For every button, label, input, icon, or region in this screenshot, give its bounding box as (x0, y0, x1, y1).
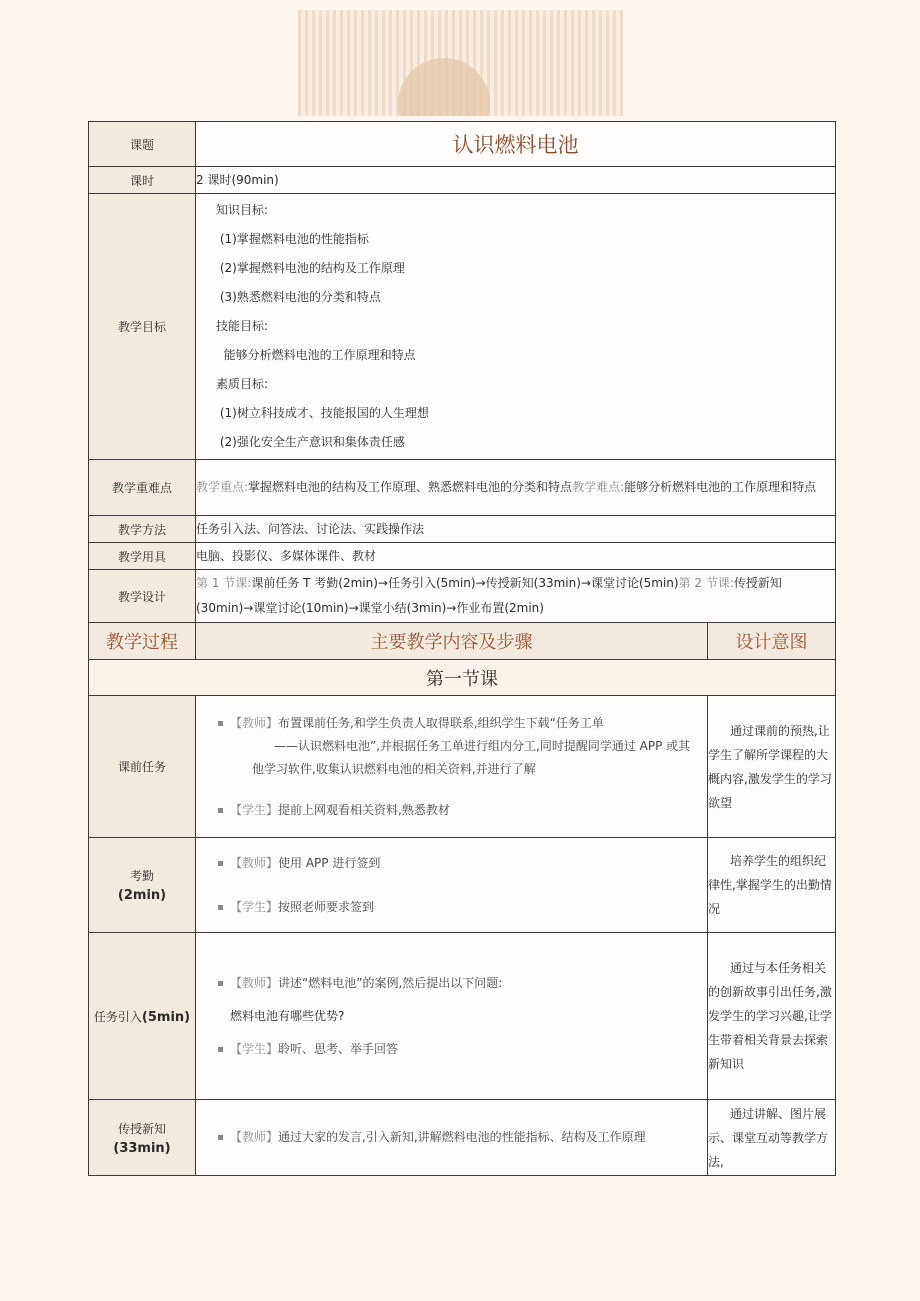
design-label: 教学设计 (89, 570, 196, 623)
objective-line: (2)强化安全生产意识和集体责任感 (216, 435, 405, 449)
design-content (196, 570, 836, 623)
intent-text: 通过课前的预热,让学生了解所学课程的大概内容,激发学生的学习欲望 (708, 723, 832, 810)
header-decoration (298, 10, 623, 116)
intent-cell (708, 838, 836, 933)
stage-label: 课前任务 (89, 696, 196, 838)
lesson-plan-table (88, 121, 836, 1176)
tools-value: 电脑、投影仪、多媒体课件、教材 (196, 543, 836, 570)
process-row (89, 838, 836, 933)
teacher-tag: 【教师】 (230, 855, 279, 870)
stage-label-cell (89, 933, 196, 1100)
teacher-text: 讲述“燃料电池”的案例,然后提出以下问题: (278, 975, 503, 990)
objective-line: (3)熟悉燃料电池的分类和特点 (216, 290, 381, 304)
row-title (89, 122, 836, 167)
section-title: 第一节课 (89, 660, 836, 696)
process-header-row (89, 623, 836, 660)
design-text-2: 传授新知(30min)→课堂讨论(10min)→课堂小结(3min)→作业布置(2min) (196, 576, 782, 615)
key-points-label: 教学重难点 (89, 460, 196, 516)
intent-cell (708, 933, 836, 1100)
row-objectives (89, 194, 836, 460)
intent-text: 通过与本任务相关的创新故事引出任务,激发学生的学习兴趣,让学生带着相关背景去探索新知识 (708, 961, 832, 1071)
stage-content (196, 696, 708, 838)
col-header-intent: 设计意图 (708, 623, 836, 660)
stage-label-cell (89, 1100, 196, 1176)
student-tag: 【学生】 (230, 1041, 279, 1056)
design-prefix-2: 第 2 节课: (678, 576, 734, 590)
bullet-square-icon (218, 808, 223, 813)
difficulty-prefix: 教学难点: (572, 480, 625, 494)
student-text: 聆听、思考、举手回答 (278, 1041, 399, 1056)
stage-content (196, 838, 708, 933)
student-step (218, 896, 703, 919)
student-tag: 【学生】 (230, 802, 279, 817)
bullet-square-icon (218, 905, 223, 910)
process-row (89, 1100, 836, 1176)
process-row (89, 696, 836, 838)
row-hours (89, 167, 836, 194)
row-methods (89, 516, 836, 543)
bullet-square-icon (218, 1135, 223, 1140)
teacher-text: 布置课前任务,和学生负责人取得联系,组织学生下载“任务工单 (278, 715, 604, 730)
teacher-step (218, 712, 703, 735)
student-text: 提前上网观看相关资料,熟悉教材 (278, 802, 450, 817)
col-header-content: 主要教学内容及步骤 (196, 623, 708, 660)
teacher-text: 使用 APP 进行签到 (278, 855, 381, 870)
teacher-step (218, 1126, 703, 1149)
teacher-text-cont: 他学习软件,收集认识燃料电池的相关资料,并进行了解 (252, 761, 536, 776)
key-points-text: 掌握燃料电池的结构及工作原理、熟悉燃料电池的分类和特点 (248, 480, 573, 494)
objective-line: 素质目标: (216, 377, 269, 391)
col-header-process: 教学过程 (89, 623, 196, 660)
student-step (218, 799, 703, 822)
process-row (89, 933, 836, 1100)
teacher-tag: 【教师】 (230, 975, 279, 990)
hours-label: 课时 (89, 167, 196, 194)
stage-label: 考勤 (129, 869, 154, 883)
stage-time: (33min) (113, 1140, 171, 1156)
tools-label: 教学用具 (89, 543, 196, 570)
row-tools (89, 543, 836, 570)
student-text: 按照老师要求签到 (278, 899, 375, 914)
objective-line: 能够分析燃料电池的工作原理和特点 (216, 348, 416, 362)
methods-value: 任务引入法、问答法、讨论法、实践操作法 (196, 516, 836, 543)
intent-cell (708, 696, 836, 838)
bullet-square-icon (218, 721, 223, 726)
lesson-title: 认识燃料电池 (196, 122, 836, 167)
bullet-square-icon (218, 861, 223, 866)
objectives-label: 教学目标 (89, 194, 196, 460)
objective-line: (2)掌握燃料电池的结构及工作原理 (216, 261, 405, 275)
stage-label: 传授新知 (117, 1121, 166, 1136)
objective-line: (1)掌握燃料电池的性能指标 (216, 232, 369, 246)
stage-content (196, 933, 708, 1100)
row-design (89, 570, 836, 623)
stage-label-cell (89, 838, 196, 933)
stage-time: (2min) (117, 888, 167, 903)
intent-text: 培养学生的组织纪律性,掌握学生的出勤情况 (708, 854, 832, 916)
stage-content (196, 1100, 708, 1176)
key-points-prefix: 教学重点: (196, 480, 249, 494)
design-text-1: 课前任务 T 考勤(2min)→任务引入(5min)→传授新知(33min)→课堂讨论(5min) (251, 576, 679, 590)
intent-text: 通过讲解、图片展示、课堂互动等教学方法, (708, 1106, 829, 1169)
teacher-tag: 【教师】 (230, 715, 279, 730)
intent-cell (708, 1100, 836, 1176)
teacher-step (218, 852, 703, 875)
hours-value: 2 课时(90min) (196, 167, 836, 194)
objective-line: (1)树立科技成才、技能报国的人生理想 (216, 406, 429, 420)
design-prefix-1: 第 1 节课: (196, 576, 252, 590)
teacher-step (218, 972, 703, 995)
title-label: 课题 (89, 122, 196, 167)
teacher-tag: 【教师】 (230, 1130, 279, 1144)
stage-label: 任务引入 (93, 1009, 142, 1024)
methods-label: 教学方法 (89, 516, 196, 543)
row-key-points (89, 460, 836, 516)
key-points-content (196, 460, 836, 516)
bullet-square-icon (218, 1047, 223, 1052)
objectives-content (196, 194, 836, 460)
student-tag: 【学生】 (230, 899, 279, 914)
objective-line: 知识目标: (216, 203, 269, 217)
section-row (89, 660, 836, 696)
teacher-text: 通过大家的发言,引入新知,讲解燃料电池的性能指标、结构及工作原理 (278, 1130, 646, 1144)
stage-time: (5min) (141, 1009, 191, 1025)
question-text: 燃料电池有哪些优势? (230, 1008, 345, 1023)
objective-line: 技能目标: (216, 319, 269, 333)
teacher-text-cont: ——认识燃料电池”,并根据任务工单进行组内分工,同时提醒同学通过 APP 或其 (274, 738, 691, 753)
student-step (218, 1038, 703, 1061)
decorative-circle (398, 58, 490, 116)
bullet-square-icon (218, 981, 223, 986)
difficulty-text: 能够分析燃料电池的工作原理和特点 (624, 480, 817, 494)
